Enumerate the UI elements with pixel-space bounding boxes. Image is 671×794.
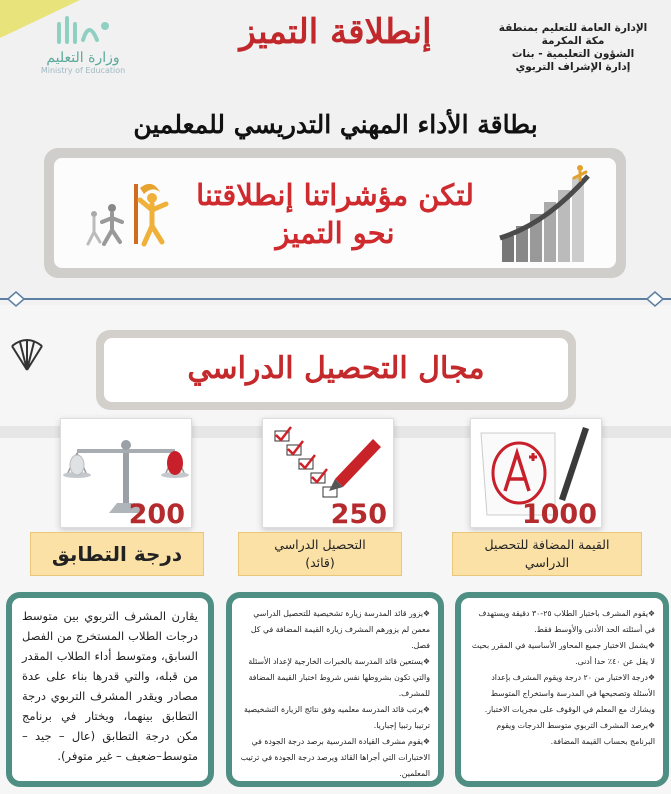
admin-line: الإدارة العامة للتعليم بمنطقة: [498, 22, 648, 34]
slogan-line-1: لتكن مؤشراتنا إنطلاقتنا: [196, 178, 474, 212]
section-divider: [0, 288, 671, 310]
metric-number: 1000: [521, 499, 597, 530]
label-line: التحصيل الدراسي: [274, 537, 366, 552]
description-item: ❖ يرصد المشرف التربوي متوسط الدرجات ويقوم البرنامج بحساب القيمة المضافة.: [469, 718, 655, 750]
metric-card-added-value: [470, 418, 602, 528]
metric-card-achievement: [262, 418, 394, 528]
page-title: إنطلاقة التميز: [239, 12, 432, 52]
description-item: ❖ يرتب قائد المدرسة معلميه وفق نتائج الزيارة التشخيصية ترتيبا رتبيا إجباريا.: [240, 702, 430, 734]
slogan-line-2: نحو التميز: [275, 216, 395, 250]
description-achievement: [226, 592, 444, 787]
label-line: القيمة المضافة للتحصيل: [484, 537, 610, 552]
metric-card-matching: [60, 418, 192, 528]
label-line: (قائد): [305, 555, 335, 570]
growth-stairs-icon: [496, 164, 606, 264]
admin-line: الشؤون التعليمية - بنات: [511, 48, 635, 60]
metric-label-matching: درجة التطابق: [30, 532, 204, 576]
slogan-panel: [54, 158, 616, 268]
metric-number: 200: [128, 499, 185, 530]
slogan-frame: [44, 148, 626, 278]
description-matching: يقارن المشرف التربوي بين متوسط درجات الطلاب المستخرج من الفصل السابق، ومتوسط أداء الطلاب المقدر من قبله، والتي قدرها بناء على عدة مصادر ويقدر المشرف التربوي درجة التطابق بينهما، ويختار في برنامج مكن درجة التطابق (عال – جيد – متوسط–ضعيف – غير متوفر).: [6, 592, 214, 787]
label-line: الدراسي: [524, 555, 570, 570]
description-item: ❖ درجة الاختبار من ٢٠ درجة ويقوم المشرف بإعداد الأسئلة وتصحيحها في المدرسة واستخراج المتوسط ويشارك مع المعلم في الوقوف على مجريات الاختبار.: [469, 670, 655, 718]
description-item: ❖ يقوم مشرف القيادة المدرسية برصد درجة الجودة في الاختبارات التي أجراها القائد ويرصد درجة الجودة في ترتيب المعلمين.: [240, 734, 430, 782]
admin-line: مكة المكرمة: [541, 35, 605, 47]
description-item: ❖ يستعين قائد المدرسة بالخبرات الخارجية لإعداد الأسئلة والتي تكون بشروطها نفس شروط اختبار القيمة المضافة للمشرف.: [240, 654, 430, 702]
emblem-icon: [8, 336, 46, 374]
description-item: ❖ يزور قائد المدرسة زيارة تشخيصية للتحصيل الدراسي معمن لم يزورهم المشرف زيارة القيمة المضافة في كل فصل.: [240, 606, 430, 654]
admin-line: إدارة الإشراف التربوي: [515, 61, 631, 73]
metric-label-achievement: [238, 532, 402, 576]
card-title: بطاقة الأداء المهني التدريسي للمعلمين: [133, 110, 538, 139]
description-item: ❖ يشمل الاختبار جميع المحاور الأساسية في المقرر بحيث لا يقل عن ٤٠٪ حدا أدنى.: [469, 638, 655, 670]
description-item: ❖ يقوم المشرف باختبار الطلاب ٢٥-٣٠ دقيقة ويستهدف في أسئلته الحد الأدنى والأوسط فقط.: [469, 606, 655, 638]
domain-title: مجال التحصيل الدراسي: [104, 338, 568, 402]
header-panel: [0, 0, 671, 305]
logo-arabic-text: وزارة التعليم: [46, 50, 120, 66]
domain-frame: [96, 330, 576, 410]
logo-english-text: Ministry of Education: [40, 66, 126, 75]
metric-number: 250: [330, 499, 387, 530]
description-added-value: [455, 592, 669, 787]
administration-text: [493, 22, 653, 74]
metric-label-added-value: [452, 532, 642, 576]
